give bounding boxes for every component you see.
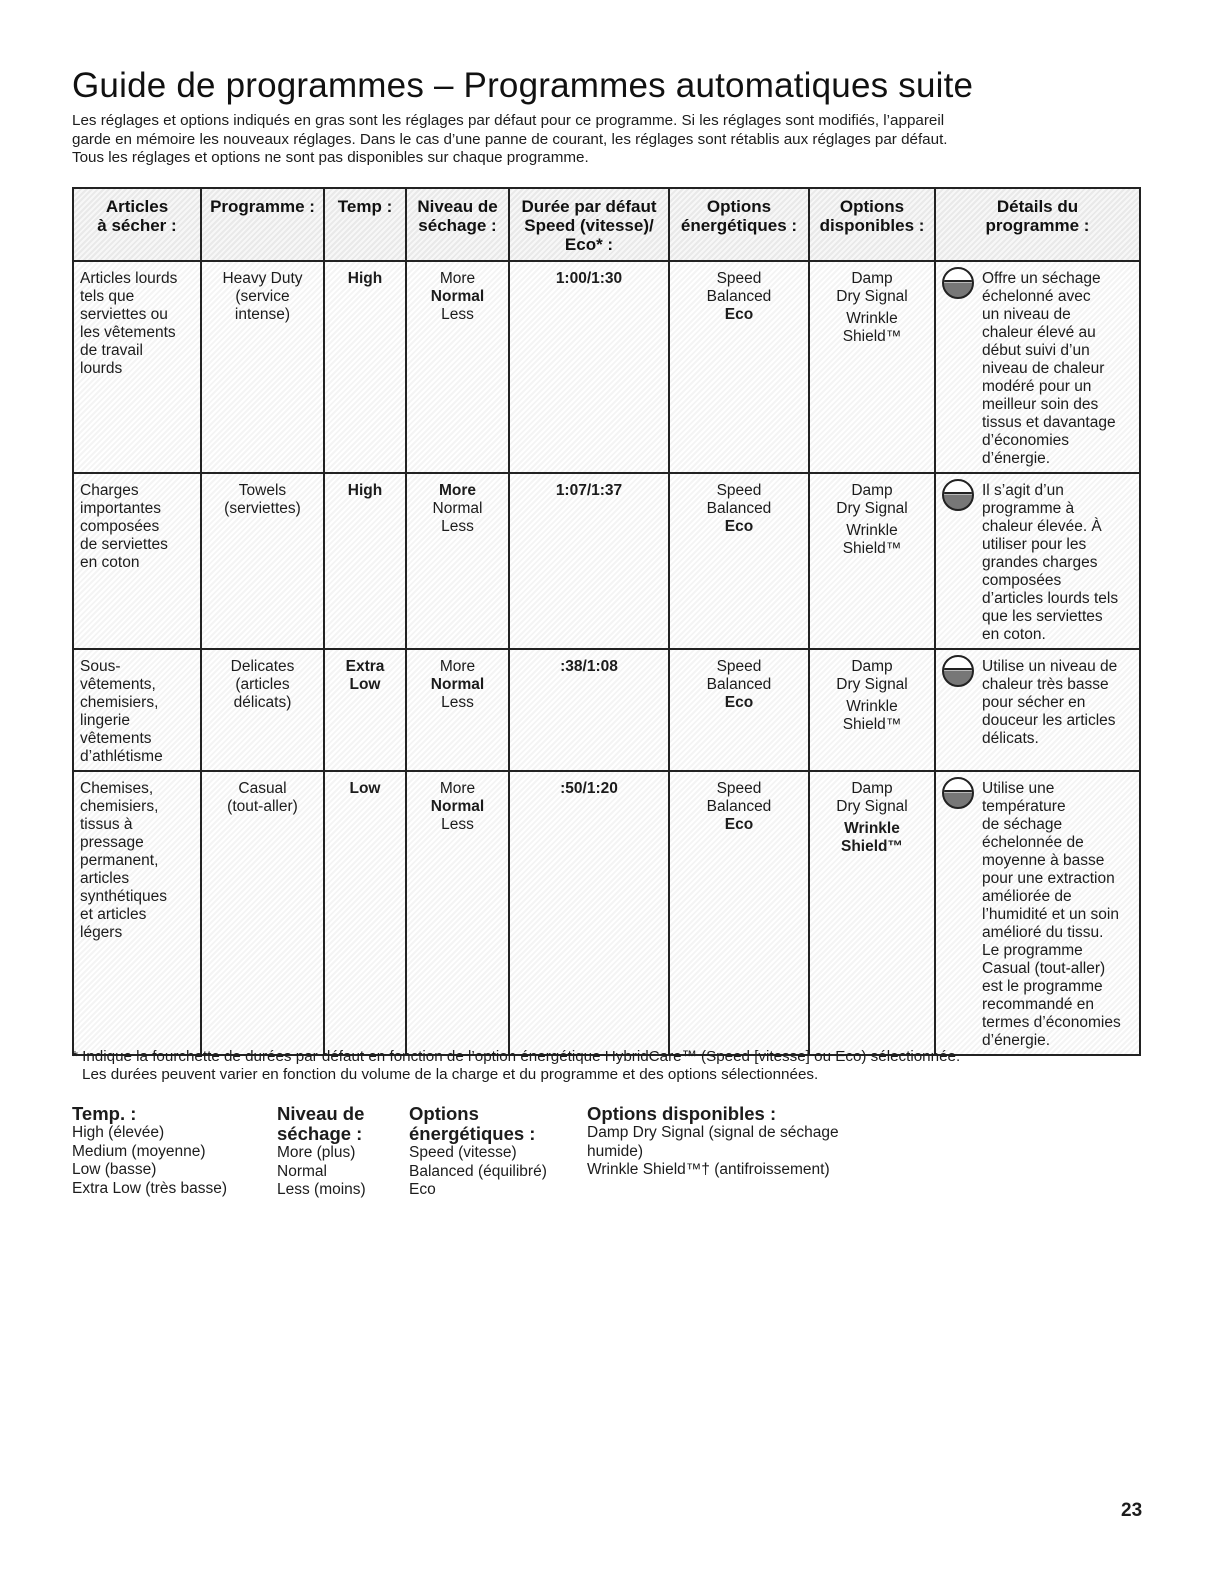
cell-options bbox=[809, 771, 935, 1055]
cell-niveau bbox=[406, 261, 509, 473]
column-header bbox=[809, 188, 935, 261]
cell-energie-line: Eco bbox=[724, 816, 754, 833]
cell-details-line: chaleur élevée. À bbox=[982, 518, 1102, 535]
cell-details-line: composées bbox=[982, 572, 1062, 589]
legend-heading: Temp. : bbox=[72, 1103, 137, 1124]
cell-energie-line: Speed bbox=[716, 780, 762, 797]
intro-text bbox=[72, 112, 1152, 168]
legend-item: Low (basse) bbox=[72, 1161, 157, 1178]
cell-niveau-line: More bbox=[439, 270, 476, 287]
legend-niveau bbox=[277, 1104, 366, 1200]
column-header-line: à sécher : bbox=[97, 216, 177, 235]
cell-details-line: d’économies bbox=[982, 432, 1070, 449]
cell-niveau-line: More bbox=[439, 780, 476, 797]
cell-articles-line: composées bbox=[80, 518, 160, 535]
legend-item: Normal bbox=[277, 1162, 327, 1180]
cell-articles-line: Charges bbox=[80, 482, 139, 499]
legend-options bbox=[587, 1104, 839, 1180]
intro-line: Tous les réglages et options ne sont pas disponibles sur chaque programme. bbox=[72, 149, 589, 166]
cell-articles-line: articles bbox=[80, 870, 130, 887]
column-header-line: Options bbox=[706, 197, 772, 216]
cell-niveau-line: Less bbox=[441, 694, 474, 711]
cell-programme-line: (service bbox=[235, 288, 290, 305]
page-number: 23 bbox=[1121, 1500, 1143, 1521]
cell-details-line: utiliser pour les bbox=[982, 536, 1087, 553]
cell-articles-line: Articles lourds bbox=[80, 270, 178, 287]
cell-niveau bbox=[406, 771, 509, 1055]
cell-niveau-line: Normal bbox=[430, 676, 485, 693]
column-header bbox=[935, 188, 1140, 261]
cell-energie-line: Eco bbox=[724, 694, 754, 711]
column-header-line: Temp : bbox=[337, 197, 393, 216]
cell-temp bbox=[324, 771, 406, 1055]
column-header bbox=[201, 188, 324, 261]
cell-energie-line: Balanced bbox=[706, 500, 772, 517]
footnote-line: Les durées peuvent varier en fonction du volume de la charge et du programme et des options sélectionnées. bbox=[82, 1066, 819, 1083]
cell-articles-line: vêtements, bbox=[80, 676, 156, 693]
cell-articles-line: pressage bbox=[80, 834, 144, 851]
legend-item: Less (moins) bbox=[277, 1181, 366, 1198]
cell-options-line: Damp bbox=[851, 658, 893, 675]
table-row bbox=[73, 771, 1140, 1055]
cell-programme-line: Heavy Duty bbox=[222, 270, 303, 287]
cell-details-line: que les serviettes bbox=[982, 608, 1103, 625]
footnote-line: * Indique la fourchette de durées par défaut en fonction de l’option énergétique HybridCare™ (Speed [vitesse] ou Eco) sélectionnée. bbox=[72, 1048, 961, 1065]
cell-details-line: tissus et davantage bbox=[982, 414, 1116, 431]
cell-articles-line: et articles bbox=[80, 906, 147, 923]
cell-energie-line: Speed bbox=[716, 658, 762, 675]
cell-details-line: Utilise un niveau de bbox=[982, 658, 1118, 675]
cell-energie bbox=[669, 649, 809, 771]
cell-programme bbox=[201, 473, 324, 649]
cell-niveau-line: Normal bbox=[430, 798, 485, 815]
sun-heat-icon bbox=[942, 777, 974, 809]
cell-temp bbox=[324, 261, 406, 473]
cell-options bbox=[809, 649, 935, 771]
legend-item: Damp Dry Signal (signal de séchage bbox=[587, 1124, 839, 1141]
column-header bbox=[669, 188, 809, 261]
cell-articles-line: en coton bbox=[80, 554, 140, 571]
cell-energie-line: Speed bbox=[716, 482, 762, 499]
cell-details-line: moyenne à basse bbox=[982, 852, 1105, 869]
column-header-line: Détails du bbox=[996, 197, 1079, 216]
cell-details-line: l’humidité et un soin bbox=[982, 906, 1119, 923]
cell-details-line: début suivi d’un bbox=[982, 342, 1090, 359]
cell-duree: :50/1:20 bbox=[509, 771, 669, 1055]
cell-details-line: échelonné avec bbox=[982, 288, 1091, 305]
column-header-line: Niveau de bbox=[417, 197, 498, 216]
cell-articles-line: permanent, bbox=[80, 852, 159, 869]
intro-line: Les réglages et options indiqués en gras sont les réglages par défaut pour ce programme. Si les réglages sont modifiés, l’appareil bbox=[72, 112, 945, 129]
cell-articles bbox=[73, 261, 201, 473]
cell-details-line: modéré pour un bbox=[982, 378, 1092, 395]
legend-heading: Options disponibles : bbox=[587, 1103, 777, 1124]
cell-niveau-line: More bbox=[439, 658, 476, 675]
cell-options-line: Wrinkle bbox=[846, 698, 898, 715]
cell-articles-line: lingerie bbox=[80, 712, 130, 729]
sun-heat-icon bbox=[942, 479, 974, 511]
column-header-line: disponibles : bbox=[819, 216, 925, 235]
cell-details-line: Le programme bbox=[982, 942, 1083, 959]
cell-energie bbox=[669, 771, 809, 1055]
cell-energie-line: Eco bbox=[724, 306, 754, 323]
cell-programme bbox=[201, 261, 324, 473]
cell-articles-line: Chemises, bbox=[80, 780, 154, 797]
cell-articles-line: d’athlétisme bbox=[80, 748, 163, 765]
cell-details-line: de séchage bbox=[982, 816, 1063, 833]
legend-item: Eco bbox=[409, 1181, 436, 1198]
table-row bbox=[73, 473, 1140, 649]
cell-details-line: grandes charges bbox=[982, 554, 1098, 571]
cell-details-line: chaleur élevé au bbox=[982, 324, 1096, 341]
cell-energie-line: Speed bbox=[716, 270, 762, 287]
cell-energie bbox=[669, 473, 809, 649]
cell-articles-line: chemisiers, bbox=[80, 694, 159, 711]
cell-programme-line: intense) bbox=[234, 306, 291, 323]
legend-heading: Options bbox=[409, 1103, 479, 1124]
cell-details-line: Il s’agit d’un bbox=[982, 482, 1064, 499]
cell-details-line: délicats. bbox=[982, 730, 1039, 747]
cell-duree: 1:07/1:37 bbox=[509, 473, 669, 649]
program-guide-table bbox=[72, 187, 1141, 1056]
cell-temp-line: High bbox=[347, 482, 383, 499]
column-header bbox=[509, 188, 669, 261]
cell-details-line: pour sécher en bbox=[982, 694, 1086, 711]
cell-details-line: amélioré du tissu. bbox=[982, 924, 1104, 941]
legend-temp bbox=[72, 1104, 227, 1198]
cell-details-line: échelonnée de bbox=[982, 834, 1084, 851]
column-header-line: Articles bbox=[105, 197, 169, 216]
cell-options bbox=[809, 261, 935, 473]
cell-niveau-line: Less bbox=[441, 816, 474, 833]
cell-details-line: pour une extraction bbox=[982, 870, 1115, 887]
cell-temp bbox=[324, 473, 406, 649]
cell-articles bbox=[73, 473, 201, 649]
legend-item: Extra Low (très basse) bbox=[72, 1179, 228, 1197]
cell-duree: :38/1:08 bbox=[509, 649, 669, 771]
cell-programme-line: Casual bbox=[238, 780, 287, 797]
cell-details-line: niveau de chaleur bbox=[982, 360, 1105, 377]
column-header-line: Options bbox=[839, 197, 905, 216]
cell-programme bbox=[201, 771, 324, 1055]
cell-niveau bbox=[406, 473, 509, 649]
table-row bbox=[73, 261, 1140, 473]
cell-details-line: améliorée de bbox=[982, 888, 1072, 905]
cell-options-line: Damp bbox=[851, 270, 893, 287]
page-title: Guide de programmes – Programmes automatiques suite bbox=[72, 66, 974, 105]
table-header-row bbox=[73, 188, 1140, 261]
intro-line: garde en mémoire les nouveaux réglages. Dans le cas d’une panne de courant, les réglages sont rétablis aux réglages par défaut. bbox=[72, 130, 948, 148]
cell-articles bbox=[73, 649, 201, 771]
legend-energie bbox=[409, 1104, 547, 1200]
cell-programme bbox=[201, 649, 324, 771]
sun-heat-icon bbox=[942, 267, 974, 299]
cell-details-line: programme à bbox=[982, 500, 1075, 517]
cell-details-line: termes d’économies bbox=[982, 1014, 1121, 1031]
cell-energie-line: Balanced bbox=[706, 676, 772, 693]
cell-articles-line: vêtements bbox=[80, 730, 152, 747]
cell-details-line: Offre un séchage bbox=[982, 270, 1101, 287]
cell-articles-line: de serviettes bbox=[80, 536, 168, 553]
column-header-line: Speed (vitesse)/ bbox=[524, 216, 654, 235]
legend-item: Speed (vitesse) bbox=[409, 1144, 517, 1161]
cell-articles-line: tels que bbox=[80, 288, 135, 305]
cell-details bbox=[935, 771, 1140, 1055]
cell-options-line: Wrinkle bbox=[846, 522, 898, 539]
cell-niveau-line: Less bbox=[441, 518, 474, 535]
cell-articles-line: de travail bbox=[80, 342, 143, 359]
cell-energie bbox=[669, 261, 809, 473]
cell-options-line: Wrinkle bbox=[844, 820, 900, 837]
cell-options-line: Damp bbox=[851, 482, 893, 499]
cell-niveau-line: Less bbox=[441, 306, 474, 323]
cell-details-line: d’énergie. bbox=[982, 450, 1051, 467]
cell-articles-line: Sous- bbox=[80, 658, 121, 675]
column-header-line: Durée par défaut bbox=[521, 197, 657, 216]
cell-details-line: température bbox=[982, 798, 1066, 815]
cell-options-line: Shield™ bbox=[842, 328, 902, 345]
cell-temp-line: Low bbox=[349, 676, 381, 693]
cell-articles-line: synthétiques bbox=[80, 888, 168, 905]
cell-temp-line: Low bbox=[349, 780, 381, 797]
legend-item: Medium (moyenne) bbox=[72, 1142, 206, 1160]
cell-programme-line: Delicates bbox=[230, 658, 295, 675]
cell-niveau-line: Normal bbox=[430, 288, 485, 305]
cell-articles bbox=[73, 771, 201, 1055]
cell-duree: 1:00/1:30 bbox=[509, 261, 669, 473]
column-header bbox=[406, 188, 509, 261]
sun-heat-icon bbox=[942, 655, 974, 687]
cell-details-line: Utilise une bbox=[982, 780, 1055, 797]
legend-item: Balanced (équilibré) bbox=[409, 1162, 547, 1180]
cell-details bbox=[935, 649, 1140, 771]
column-header-line: séchage : bbox=[418, 216, 497, 235]
cell-options-line: Shield™ bbox=[842, 716, 902, 733]
cell-temp-line: High bbox=[347, 270, 383, 287]
cell-options-line: Shield™ bbox=[840, 838, 903, 855]
cell-details bbox=[935, 473, 1140, 649]
cell-details-line: est le programme bbox=[982, 978, 1103, 995]
cell-programme-line: (serviettes) bbox=[224, 500, 301, 517]
cell-programme-line: (tout-aller) bbox=[227, 798, 298, 815]
cell-options-line: Damp bbox=[851, 780, 893, 797]
cell-articles-line: chemisiers, bbox=[80, 798, 159, 815]
column-header-line: énergétiques : bbox=[680, 216, 798, 235]
cell-options-line: Dry Signal bbox=[836, 288, 908, 305]
cell-articles-line: importantes bbox=[80, 500, 161, 517]
legend-heading: séchage : bbox=[277, 1123, 363, 1144]
cell-programme-line: Towels bbox=[238, 482, 287, 499]
cell-details-line: meilleur soin des bbox=[982, 396, 1099, 413]
cell-options-line: Dry Signal bbox=[836, 798, 908, 815]
cell-articles-line: légers bbox=[80, 924, 123, 941]
cell-programme-line: (articles bbox=[235, 676, 290, 693]
cell-temp bbox=[324, 649, 406, 771]
cell-details-line: douceur les articles bbox=[982, 712, 1116, 729]
cell-temp-line: Extra bbox=[345, 658, 385, 675]
cell-niveau-line: More bbox=[438, 482, 477, 499]
cell-options-line: Dry Signal bbox=[836, 500, 908, 517]
cell-niveau-line: Normal bbox=[432, 500, 483, 517]
table-body bbox=[73, 261, 1140, 1055]
cell-programme-line: délicats) bbox=[233, 694, 292, 711]
footnote bbox=[72, 1048, 960, 1084]
cell-articles-line: lourds bbox=[80, 360, 123, 377]
cell-details-line: d’articles lourds tels bbox=[982, 590, 1119, 607]
column-header bbox=[324, 188, 406, 261]
cell-energie-line: Balanced bbox=[706, 288, 772, 305]
cell-articles-line: serviettes ou bbox=[80, 306, 168, 323]
column-header-line: Eco* : bbox=[564, 235, 614, 254]
cell-energie-line: Balanced bbox=[706, 798, 772, 815]
cell-niveau bbox=[406, 649, 509, 771]
legend-heading: énergétiques : bbox=[409, 1123, 536, 1144]
cell-options bbox=[809, 473, 935, 649]
cell-details bbox=[935, 261, 1140, 473]
legend-item: High (élevée) bbox=[72, 1124, 165, 1141]
cell-details-line: recommandé en bbox=[982, 996, 1095, 1013]
cell-options-line: Shield™ bbox=[842, 540, 902, 557]
cell-details-line: en coton. bbox=[982, 626, 1046, 643]
table-row bbox=[73, 649, 1140, 771]
column-header-line: programme : bbox=[985, 216, 1090, 235]
cell-options-line: Dry Signal bbox=[836, 676, 908, 693]
legend-item: humide) bbox=[587, 1142, 643, 1160]
cell-articles-line: les vêtements bbox=[80, 324, 176, 341]
column-header-line: Programme : bbox=[210, 197, 315, 216]
legend-item: Wrinkle Shield™† (antifroissement) bbox=[587, 1161, 830, 1178]
column-header bbox=[73, 188, 201, 261]
cell-options-line: Wrinkle bbox=[846, 310, 898, 327]
cell-details-line: d’énergie. bbox=[982, 1032, 1051, 1049]
cell-articles-line: tissus à bbox=[80, 816, 133, 833]
cell-details-line: Casual (tout-aller) bbox=[982, 960, 1106, 977]
legend-heading: Niveau de bbox=[277, 1103, 365, 1124]
cell-details-line: chaleur très basse bbox=[982, 676, 1109, 693]
cell-details-line: un niveau de bbox=[982, 306, 1071, 323]
cell-energie-line: Eco bbox=[724, 518, 754, 535]
legend-item: More (plus) bbox=[277, 1144, 356, 1161]
